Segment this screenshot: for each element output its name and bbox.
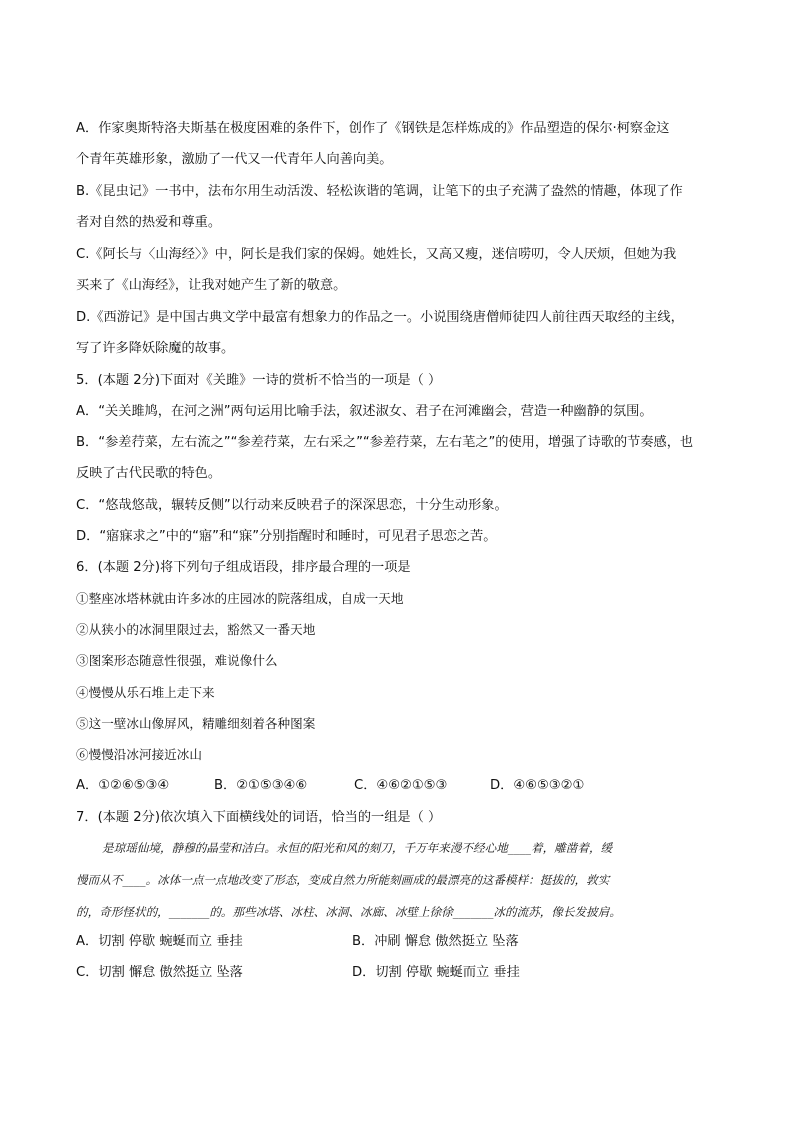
q4-option-a-line2: 个青年英雄形象，激励了一代又一代青年人向善向美。 [76,152,393,167]
q6-choice-b: B．②①⑤③④⑥ [214,778,308,793]
q7-options-row1 [76,932,736,952]
q7-stem: 7．(本题 2分)依次填入下面横线处的词语，恰当的一组是（ ） [76,810,442,825]
q4-option-c-line1: C.《阿长与〈山海经〉》中，阿长是我们家的保姆。她姓长，又高又瘦，迷信唠叨，令人厌烦，但她为我 [76,247,677,262]
q5-option-c: C．“悠哉悠哉，辗转反侧”以行动来反映君子的深深思恋，十分生动形象。 [76,498,508,513]
q5-option-b-line1: B．“参差荇菜，左右流之”“参差荇菜，左右采之”“参差荇菜，左右芼之”的使用，增强了诗歌的节奏感，也 [76,435,694,450]
q5-stem: 5．(本题 2分)下面对《关雎》一诗的赏析不恰当的一项是（ ） [76,373,442,388]
q4-option-b-line2: 者对自然的热爱和尊重。 [76,215,222,230]
q7-passage-line1: 是琼瑶仙境，静穆的晶莹和洁白。永恒的阳光和风的刻刀，千万年来漫不经心地____着，雕凿着，缓 [102,841,613,855]
q6-sentence-1: ①整座冰塔林就由许多冰的庄园冰的院落组成，自成一天地 [76,591,404,606]
q7-passage-line2: 慢而从不____。冰体一点一点地改变了形态，变成自然力所能刻画成的最漂亮的这番模样：挺拔的，敦实 [76,873,610,887]
q7-passage-line3: 的，奇形怪状的，_______的。那些冰塔、冰柱、冰洞、冰廊、冰壁上徐徐_______冰的流苏，像长发披肩。 [76,905,621,919]
q6-sentence-6: ⑥慢慢沿冰河接近冰山 [76,747,202,762]
q7-options-row2 [76,963,736,983]
q6-sentence-5: ⑤这一壁冰山像屏风，精雕细刻着各种图案 [76,716,316,731]
q6-sentence-3: ③图案形态随意性很强，难说像什么 [76,653,278,668]
q7-option-d: D．切割 停歇 蜿蜒而立 垂挂 [352,965,520,980]
q6-choices [76,776,736,796]
q5-option-b-line2: 反映了古代民歌的特色。 [76,466,222,481]
q6-choice-d: D．④⑥⑤③②① [490,778,585,793]
q6-sentence-4: ④慢慢从乐石堆上走下来 [76,685,215,700]
q6-sentence-2: ②从狭小的冰洞里限过去，豁然又一番天地 [76,622,316,637]
q6-choice-c: C．④⑥②①⑤③ [354,778,448,793]
q4-option-b-line1: B.《昆虫记》一书中，法布尔用生动活泼、轻松诙谐的笔调，让笔下的虫子充满了盎然的情趣，体现了作 [76,184,683,199]
q4-option-c-line2: 买来了《山海经》，让我对她产生了新的敬意。 [76,278,347,293]
q5-option-a: A．“关关雎鸠，在河之洲”两句运用比喻手法，叙述淑女、君子在河滩幽会，营造一种幽静的氛围。 [76,404,653,419]
q4-option-d-line2: 写了许多降妖除魔的故事。 [76,341,235,356]
q6-stem: 6．(本题 2分)将下列句子组成语段，排序最合理的一项是 [76,560,411,575]
q4-option-d-line1: D.《西游记》是中国古典文学中最富有想象力的作品之一。小说围绕唐僧师徒四人前往西天取经的主线， [76,310,684,325]
q7-option-c: C．切割 懈怠 傲然挺立 坠落 [76,965,243,980]
q4-option-a-line1: A．作家奥斯特洛夫斯基在极度困难的条件下，创作了《钢铁是怎样炼成的》作品塑造的保尔·柯察金这 [76,121,670,136]
q7-option-b: B．冲刷 懈怠 傲然挺立 坠落 [352,934,519,949]
q6-choice-a: A．①②⑥⑤③④ [76,778,170,793]
q7-option-a: A．切割 停歇 蜿蜒而立 垂挂 [76,934,243,949]
q5-option-d: D．“寤寐求之”中的“寤”和“寐”分别指醒时和睡时，可见君子思恋之苦。 [76,529,497,544]
